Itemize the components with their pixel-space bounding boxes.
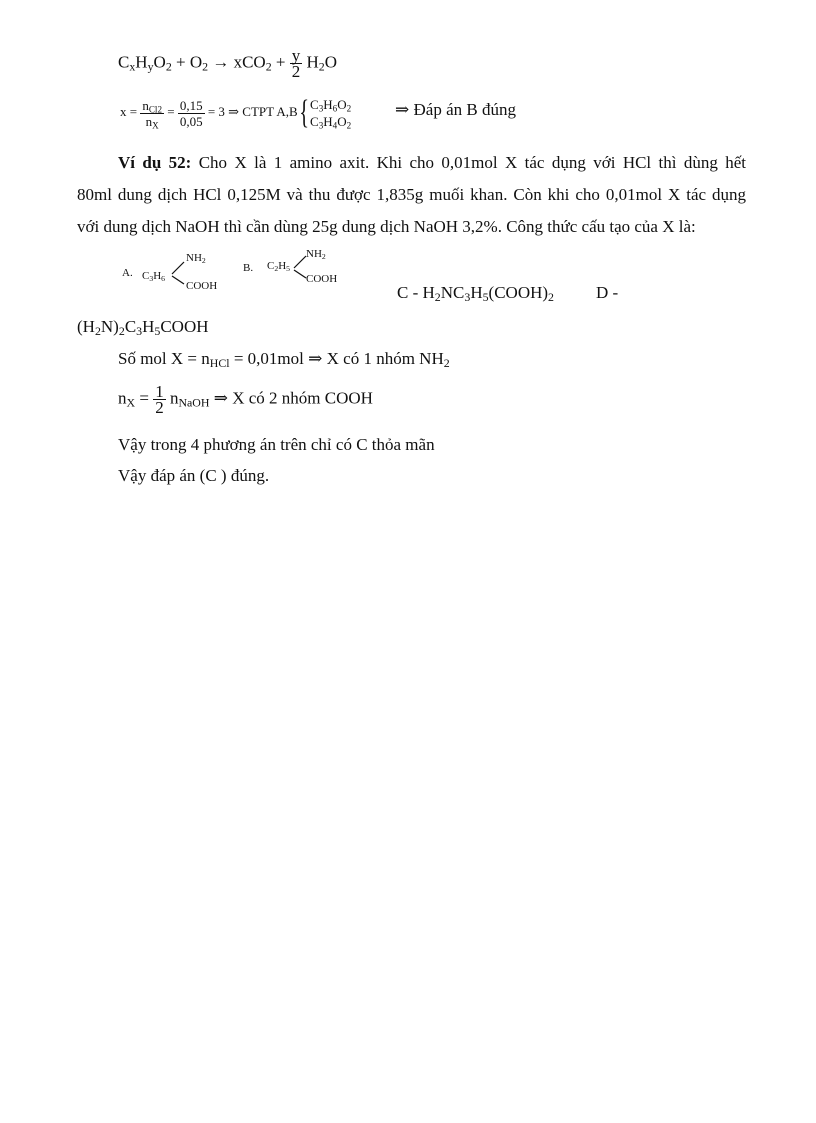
bond-lines-a (170, 256, 186, 286)
solution-line-2: $n_X$ = $\frac{1}{2}$ $n_{NaOH}$ ⇒ X có 2 nhóm COOH (118, 382, 373, 417)
y-over-2-fraction: $\frac{y}{2}$ (291, 46, 301, 81)
ratio-equation: x = $\frac{n_{Cl2}}{n_X}$ = $\frac{0,15}{0,05}$ = 3 ⇒ CTPT A,B{ $C_3H_6O_2$ $C_3H_4O_2$ (120, 94, 352, 131)
example-line-3: với dung dịch NaOH thì cần dùng 25g dung dịch NaOH 3,2%. Công thức cấu tạo của X là: (77, 217, 696, 236)
option-a: A. $C_3H_6$ $NH_2$ COOH (122, 252, 218, 292)
solution-line-3: Vậy trong 4 phương án trên chỉ có C thỏa mãn (118, 435, 435, 454)
option-d-label: D - (596, 283, 619, 302)
formula-stack: $C_3H_6O_2$ $C_3H_4O_2$ (310, 97, 352, 131)
option-b: B. $C_2H_5$ $NH_2$ COOH (243, 248, 338, 285)
curly-brace-icon: { (298, 94, 309, 131)
value-fraction: $\frac{0,15}{0,05}$ (179, 97, 203, 129)
option-d-formula: $(H_2N)_2C_3H_5COOH$ (77, 317, 209, 338)
solution-line-1: Số mol $X = n_{HCl} = 0,01mol$ ⇒ X có 1 nhóm $NH_2$ (118, 349, 450, 370)
option-c: C - $H_2NC_3H_5(COOH)_2$ (397, 283, 554, 304)
example-line-1: Ví dụ 52: Cho X là 1 amino axit. Khi cho 0,01mol X tác dụng với HCl thì dùng hết (118, 153, 747, 172)
example-line-2: 80ml dung dịch HCl 0,125M và thu được 1,835g muối khan. Còn khi cho 0,01mol X tác dụng (77, 185, 746, 204)
answer-b-conclusion: ⇒ Đáp án B đúng (395, 100, 516, 119)
one-half-fraction: $\frac{1}{2}$ (155, 382, 164, 417)
solution-line-4: Vậy đáp án (C ) đúng. (118, 466, 270, 485)
combustion-equation: $C_xH_yO_2 + O_2 \to xCO_2$ + $\frac{y}{2}$ $H_2O$ (118, 46, 338, 81)
nco2-over-nx-fraction: $\frac{n_{Cl2}}{n_X}$ (142, 97, 162, 130)
